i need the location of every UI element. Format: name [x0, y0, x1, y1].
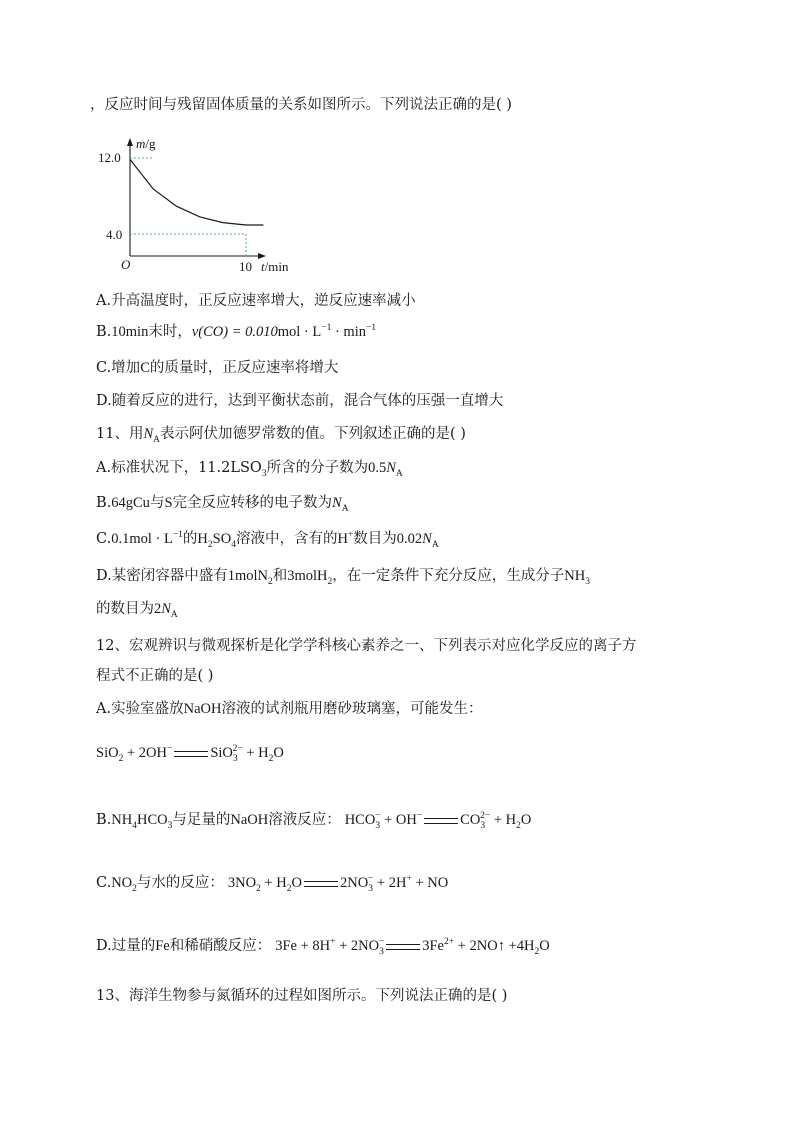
- q11-option-b: B.64gCu与S完全反应转移的电子数为$N_A$: [96, 495, 349, 514]
- tick-12: 12.0: [98, 150, 121, 165]
- equals-arrow: [386, 944, 420, 950]
- mass-time-graph: [96, 136, 306, 278]
- mass-curve: [130, 159, 263, 225]
- q10-option-a: A.升高温度时，正反应速率增大，逆反应速率减小: [96, 293, 416, 309]
- origin-label: O: [121, 257, 131, 272]
- q10-option-b: B.10min末时，$v(CO) = 0.010mol \cdot L^{-1} \cdot \min^{-1}$: [96, 323, 377, 340]
- q11-option-d-cont: 的数目为$2N_A$: [96, 601, 178, 620]
- q11-option-d: D.某密闭容器中盛有1molN$_2$和3molH$_2$，在一定条件下充分反应，生成分子$NH_3$: [96, 568, 590, 587]
- q10-option-c: C.增加C的质量时，正反应速率将增大: [96, 360, 339, 376]
- q12-option-b: $B.NH_4HCO_3$与足量的NaOH溶液反应： $HCO_3^- + OH^-$ $CO_3^{2-} + H_2O$: [96, 811, 532, 831]
- q11-option-a: A.标准状况下，$11.2LSO_3$所含的分子数为$0.5N_A$: [96, 460, 403, 479]
- q12-a-equation: SiO$_2$ + 2OH− $SiO_3^{2-} + H_2O$: [96, 744, 284, 764]
- question-intro: ，反应时间与残留固体质量的关系如图所示。下列说法正确的是( ): [90, 97, 512, 113]
- tick-10: 10: [239, 259, 252, 274]
- q10-option-d: D.随着反应的进行，达到平衡状态前，混合气体的压强一直增大: [96, 393, 504, 409]
- q12-option-d: D.过量的Fe和稀硝酸反应： $3Fe + 8H^+ + 2NO_3^-$ $3Fe^{2+}$ + 2NO↑ $+4H_2O$: [96, 937, 550, 957]
- q12-option-c: $C.NO_2$与水的反应： $3NO_2 + H_2O$ $2NO_3^- + 2H^+$ + NO: [96, 874, 449, 894]
- q13-stem: 13、海洋生物参与氮循环的过程如图所示。下列说法正确的是( ): [96, 988, 508, 1004]
- q12-stem-line2: 程式不正确的是( ): [96, 668, 214, 684]
- q11-stem: 11、用$N_A$表示阿伏加德罗常数的值。下列叙述正确的是( ): [96, 426, 466, 445]
- x-label: t/min: [261, 259, 289, 274]
- q11-option-c: $C.0.1mol \cdot L^{-1}$的$H_2SO_4$溶液中，含有的H+数目为$0.02N_A$: [96, 530, 439, 550]
- equals-arrow: [174, 751, 208, 757]
- y-axis-arrow: [127, 138, 133, 146]
- q12-option-a: A.实验室盛放NaOH溶液的试剂瓶用磨砂玻璃塞，可能发生：: [96, 701, 483, 717]
- y-label: m/g: [136, 136, 156, 151]
- equals-arrow: [424, 818, 458, 824]
- tick-4: 4.0: [106, 227, 123, 242]
- q12-stem-line1: 12、宏观辨识与微观探析是化学学科核心素养之一、下列表示对应化学反应的离子方: [96, 638, 637, 654]
- equals-arrow: [304, 881, 338, 887]
